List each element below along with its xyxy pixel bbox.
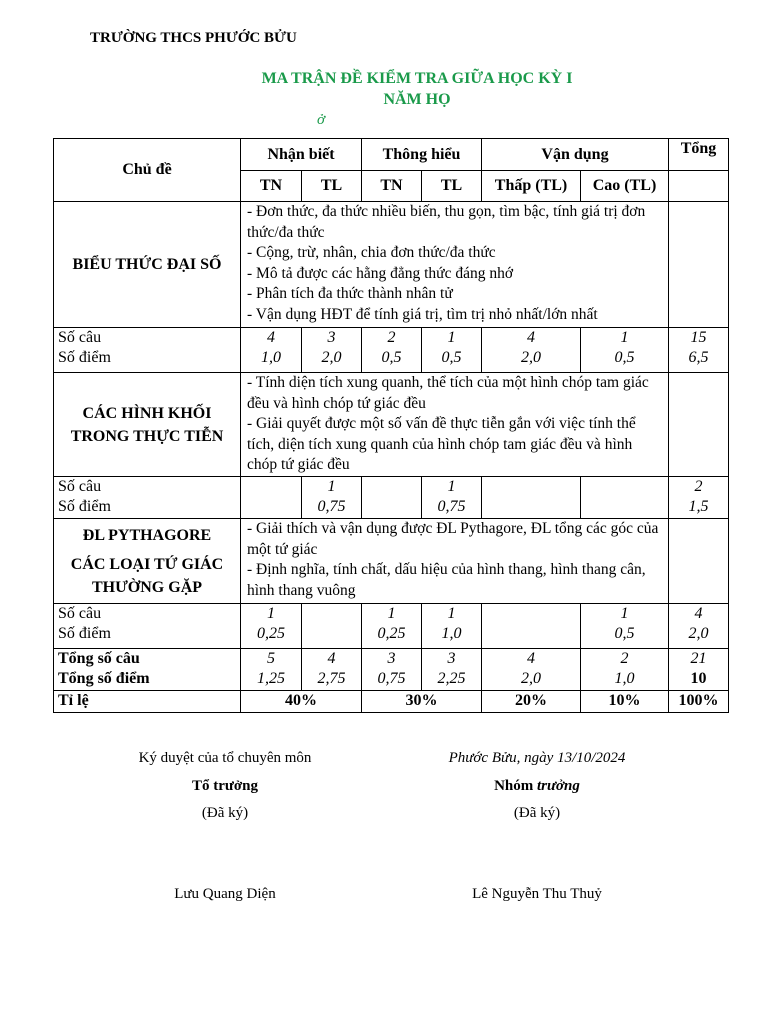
topic-1-desc-line: - Vận dụng HĐT để tính giá trị, tìm trị nhỏ nhất/lớn nhất	[247, 305, 598, 323]
total-count-value: 5	[267, 650, 275, 667]
topic-3-cell	[362, 604, 422, 649]
totals-labels	[54, 649, 241, 691]
topic-3-name-line-1: ĐL PYTHAGORE	[82, 526, 212, 544]
topic-3-total-cell	[669, 604, 729, 649]
total-points-label: Tổng số điểm	[58, 670, 150, 687]
topic-3-labels	[54, 604, 241, 649]
topic-name-3	[54, 519, 241, 604]
left-role: Tổ trưởng	[191, 778, 259, 794]
totals-cell	[362, 649, 422, 691]
totals-cell	[302, 649, 362, 691]
total-count-value: 4	[327, 650, 336, 667]
count-value: 1	[447, 478, 456, 495]
count-label: Số câu	[58, 329, 102, 346]
school-name: TRƯỜNG THCS PHƯỚC BỬU	[90, 30, 297, 46]
grand-total-cell	[669, 649, 729, 691]
count-value: 4	[267, 329, 275, 346]
total-points-value: 10	[690, 670, 707, 687]
topic-1-cell	[422, 328, 482, 373]
topic-3-cell	[422, 604, 482, 649]
points-value: 2,0	[688, 625, 709, 642]
topic-2-cell	[422, 477, 482, 519]
points-label: Số điểm	[58, 349, 111, 366]
points-value: 1,0	[261, 349, 281, 366]
topic-3-cell	[302, 604, 362, 649]
total-count-value: 3	[447, 650, 456, 667]
left-signer-name: Lưu Quang Diện	[174, 886, 276, 902]
ratio-recognize: 40%	[241, 691, 362, 713]
subheader-tl-understand: TL	[422, 171, 482, 202]
header-apply: Vận dụng	[482, 139, 669, 171]
points-value: 0,75	[317, 498, 346, 515]
topic-name-1: BIỂU THỨC ĐẠI SỐ	[54, 202, 241, 328]
points-value: 0,5	[441, 349, 462, 366]
total-count-value: 21	[690, 650, 707, 667]
right-signer-name: Lê Nguyễn Thu Thuỷ	[472, 886, 602, 902]
points-value: 2,0	[321, 349, 342, 366]
count-value: 1	[620, 329, 629, 346]
count-value: 1	[447, 329, 456, 346]
points-value: 1,0	[441, 625, 462, 642]
count-value: 1	[387, 605, 396, 622]
topic-2-total-cell	[669, 477, 729, 519]
subheader-tn-understand: TN	[362, 171, 422, 202]
subheader-tn-recognize: TN	[241, 171, 302, 202]
topic-3-total-empty	[669, 519, 729, 604]
total-points-value: 2,75	[317, 670, 346, 687]
document-title	[0, 68, 768, 110]
points-value: 0,25	[257, 625, 285, 642]
count-value: 1	[620, 605, 629, 622]
count-value: 1	[327, 478, 336, 495]
topic-2-desc-line: - Giải quyết được một số vấn đề thực tiễn gắn với việc tính thể tích, diện tích xung quanh của hình chóp tam giác đều và hình chóp tứ giác đều	[247, 415, 636, 473]
total-points-value: 2,0	[521, 670, 541, 687]
topic-3-cell	[581, 604, 669, 649]
totals-cell	[482, 649, 581, 691]
points-value: 0,75	[437, 498, 466, 515]
points-value: 2,0	[521, 349, 541, 366]
total-points-value: 1,25	[257, 670, 285, 687]
topic-1-total-cell	[669, 328, 729, 373]
header-topic: Chủ đề	[54, 139, 241, 202]
total-count-value: 3	[387, 650, 396, 667]
ratio-understand: 30%	[362, 691, 482, 713]
title-line-1: MA TRẬN ĐỀ KIỂM TRA GIỮA HỌC KỲ I	[261, 70, 573, 87]
topic-2-desc-line: - Tính diện tích xung quanh, thể tích của một hình chóp tam giác đều và hình chóp tứ giác đều	[247, 374, 649, 412]
total-points-value: 1,0	[614, 670, 635, 687]
left-signature-block	[100, 750, 350, 767]
total-count-label: Tổng số câu	[58, 650, 140, 667]
count-label: Số câu	[58, 605, 102, 622]
topic-2-cell	[302, 477, 362, 519]
assessment-matrix-table	[53, 138, 729, 713]
topic-name-2: CÁC HÌNH KHỐI TRONG THỰC TIỄN	[54, 373, 241, 477]
points-value: 6,5	[688, 349, 709, 366]
title-mark: ở	[317, 112, 326, 128]
topic-3-desc-line: - Giải thích và vận dụng được ĐL Pythagore, ĐL tổng các góc của một tứ giác	[247, 520, 659, 558]
count-value: 15	[690, 329, 707, 346]
topic-1-cell	[362, 328, 422, 373]
left-signed: (Đã ký)	[201, 805, 249, 821]
topic-3-name-line-2: CÁC LOẠI TỨ GIÁC THƯỜNG GẶP	[70, 555, 224, 596]
topic-2-cell	[241, 477, 302, 519]
points-value: 0,5	[381, 349, 402, 366]
count-value: 2	[694, 478, 703, 495]
topic-2-cell	[581, 477, 669, 519]
header-total: Tổng	[669, 139, 729, 171]
topic-1-cell	[482, 328, 581, 373]
topic-2-cell	[482, 477, 581, 519]
topic-3-cell	[241, 604, 302, 649]
points-value: 0,5	[614, 625, 635, 642]
ratio-apply-low: 20%	[482, 691, 581, 713]
topic-2-cell	[362, 477, 422, 519]
place-date: Phước Bửu, ngày 13/10/2024	[448, 750, 626, 766]
topic-1-desc-line: - Đơn thức, đa thức nhiều biến, thu gọn, tìm bậc, tính giá trị đơn thức/đa thức	[247, 203, 646, 241]
right-role-part-a: Nhóm	[494, 778, 534, 794]
points-value: 0,25	[377, 625, 406, 642]
topic-1-cell	[241, 328, 302, 373]
title-line-2: NĂM HỌ	[383, 91, 451, 108]
points-label: Số điểm	[58, 498, 111, 515]
count-label: Số câu	[58, 478, 102, 495]
topic-2-total-empty	[669, 373, 729, 477]
ratio-apply-high: 10%	[581, 691, 669, 713]
topic-1-desc-line: - Cộng, trừ, nhân, chia đơn thức/đa thức	[247, 244, 496, 261]
right-role-part-b: trưởng	[537, 778, 580, 794]
topic-1-desc-line: - Mô tả được các hằng đẳng thức đáng nhớ	[247, 264, 514, 282]
approval-text: Ký duyệt của tổ chuyên môn	[138, 750, 312, 766]
count-value: 1	[267, 605, 275, 622]
total-count-value: 2	[620, 650, 629, 667]
total-points-value: 2,25	[437, 670, 466, 687]
points-value: 0,5	[614, 349, 635, 366]
subheader-tl-recognize: TL	[302, 171, 362, 202]
count-value: 1	[447, 605, 456, 622]
ratio-label: Tỉ lệ	[54, 691, 241, 713]
header-understand: Thông hiểu	[362, 139, 482, 171]
right-signed: (Đã ký)	[513, 805, 561, 821]
points-label: Số điểm	[58, 625, 111, 642]
topic-description-3	[241, 519, 669, 604]
topic-1-labels	[54, 328, 241, 373]
total-count-value: 4	[527, 650, 535, 667]
topic-description-1	[241, 202, 669, 328]
points-value: 1,5	[688, 498, 709, 515]
count-value: 3	[327, 329, 336, 346]
ratio-total: 100%	[669, 691, 729, 713]
header-recognize: Nhận biết	[241, 139, 362, 171]
count-value: 2	[387, 329, 396, 346]
total-points-value: 0,75	[377, 670, 406, 687]
subheader-apply-high: Cao (TL)	[581, 171, 669, 202]
subheader-total-empty	[669, 171, 729, 202]
topic-3-cell	[482, 604, 581, 649]
subheader-apply-low: Thấp (TL)	[482, 171, 581, 202]
topic-3-desc-line: - Định nghĩa, tính chất, dấu hiệu của hình thang, hình thang cân, hình thang vuông	[247, 561, 646, 599]
topic-1-cell	[581, 328, 669, 373]
totals-cell	[422, 649, 482, 691]
topic-description-2	[241, 373, 669, 477]
totals-cell	[241, 649, 302, 691]
topic-2-labels	[54, 477, 241, 519]
topic-1-cell	[302, 328, 362, 373]
totals-cell	[581, 649, 669, 691]
topic-1-desc-line: - Phân tích đa thức thành nhân tử	[247, 285, 453, 302]
count-value: 4	[527, 329, 535, 346]
topic-1-total-empty	[669, 202, 729, 328]
right-role	[412, 778, 662, 795]
count-value: 4	[694, 605, 703, 622]
